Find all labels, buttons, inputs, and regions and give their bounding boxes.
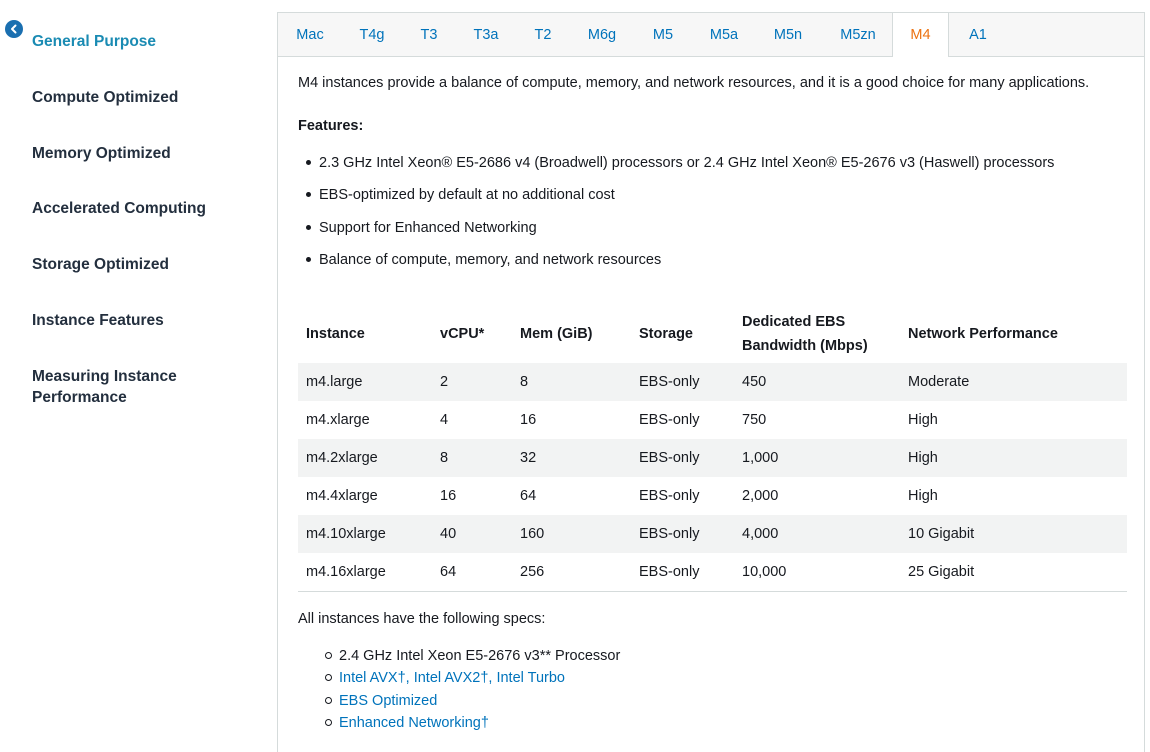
circle-bullet-icon xyxy=(325,652,332,659)
cell-ebs: 10,000 xyxy=(734,553,900,592)
tab-m5[interactable]: M5 xyxy=(652,27,674,43)
sidebar-item-general-purpose[interactable]: General Purpose xyxy=(32,33,157,50)
cell-ebs: 750 xyxy=(742,412,767,428)
column-header-network: Network Performance xyxy=(908,325,1058,342)
table-row xyxy=(298,363,1127,402)
tab-m5zn[interactable]: M5zn xyxy=(840,27,876,43)
circle-bullet-icon xyxy=(325,697,332,704)
spec-list-item xyxy=(325,670,565,686)
cell-network: High xyxy=(908,488,938,504)
cell-instance: m4.large xyxy=(298,363,432,402)
bullet-icon xyxy=(306,225,311,230)
bullet-icon xyxy=(306,160,311,165)
cell-network: High xyxy=(900,439,1127,477)
cell-network: 25 Gigabit xyxy=(900,553,1127,592)
column-header-instance: Instance xyxy=(306,325,365,342)
feature-item xyxy=(306,155,1054,171)
sidebar-item-memory-optimized[interactable]: Memory Optimized xyxy=(32,145,171,162)
cell-storage: EBS-only xyxy=(639,412,700,428)
chevron-left-icon[interactable] xyxy=(5,20,23,38)
tab-bar xyxy=(278,13,1144,57)
cell-instance: m4.10xlarge xyxy=(298,515,432,553)
cell-storage: EBS-only xyxy=(639,488,700,504)
column-header-storage: Storage xyxy=(639,325,693,342)
sidebar-item-instance-features[interactable]: Instance Features xyxy=(32,312,164,329)
intel-avx-link[interactable]: Intel AVX†, Intel AVX2†, Intel Turbo xyxy=(339,670,565,686)
tab-t3[interactable]: T3 xyxy=(420,27,438,43)
spec-text: 2.4 GHz Intel Xeon E5-2676 v3** Processor xyxy=(339,648,621,664)
tab-m4[interactable]: M4 xyxy=(892,13,949,57)
bullet-icon xyxy=(306,257,311,262)
bullet-icon xyxy=(306,192,311,197)
tab-m5a[interactable]: M5a xyxy=(709,27,739,43)
table-header-row xyxy=(298,305,1127,363)
cell-instance: m4.2xlarge xyxy=(298,439,432,477)
sidebar-item-storage-optimized[interactable]: Storage Optimized xyxy=(32,256,169,273)
feature-text: Balance of compute, memory, and network resources xyxy=(319,252,662,268)
column-header-vcpu: vCPU* xyxy=(440,325,485,342)
cell-network: High xyxy=(908,412,938,428)
feature-item xyxy=(306,252,661,268)
cell-vcpu: 40 xyxy=(432,515,512,553)
features-heading: Features: xyxy=(298,118,364,134)
table-row xyxy=(298,439,1127,477)
cell-network: 10 Gigabit xyxy=(900,515,1127,553)
table-row xyxy=(298,401,1127,439)
cell-mem: 64 xyxy=(520,488,537,504)
cell-ebs: 4,000 xyxy=(734,515,900,553)
cell-ebs: 2,000 xyxy=(742,488,779,504)
spec-list-item xyxy=(325,648,620,664)
cell-ebs: 1,000 xyxy=(734,439,900,477)
cell-vcpu: 4 xyxy=(440,412,449,428)
tab-mac[interactable]: Mac xyxy=(296,27,324,43)
sidebar-item-compute-optimized[interactable]: Compute Optimized xyxy=(32,89,179,106)
cell-mem: 160 xyxy=(512,515,631,553)
cell-instance: m4.4xlarge xyxy=(306,488,378,504)
cell-instance: m4.xlarge xyxy=(306,412,370,428)
enhanced-networking-link[interactable]: Enhanced Networking† xyxy=(339,715,489,731)
feature-item xyxy=(306,187,615,203)
ebs-optimized-link[interactable]: EBS Optimized xyxy=(339,693,438,709)
cell-network: Moderate xyxy=(900,363,1127,402)
sidebar-item-measuring-instance-performance[interactable]: Measuring Instance Performance xyxy=(32,368,177,406)
column-header-ebs-bandwidth: Dedicated EBS Bandwidth (Mbps) xyxy=(742,313,868,354)
circle-bullet-icon xyxy=(325,674,332,681)
all-specs-heading: All instances have the following specs: xyxy=(298,611,546,627)
intro-text: M4 instances provide a balance of compute, memory, and network resources, and it is a good choice for many applications. xyxy=(298,75,1090,91)
tab-m5n[interactable]: M5n xyxy=(773,27,803,43)
cell-storage: EBS-only xyxy=(631,439,734,477)
table-row xyxy=(298,553,1127,592)
feature-item xyxy=(306,220,537,236)
sidebar-item-accelerated-computing[interactable]: Accelerated Computing xyxy=(32,200,206,217)
tab-t4g[interactable]: T4g xyxy=(359,27,385,43)
instance-type-panel xyxy=(277,12,1145,752)
tab-t2[interactable]: T2 xyxy=(534,27,552,43)
feature-text: EBS-optimized by default at no additional cost xyxy=(319,187,615,203)
cell-mem: 16 xyxy=(520,412,537,428)
cell-storage: EBS-only xyxy=(631,553,734,592)
spec-list-item xyxy=(325,715,489,731)
cell-storage: EBS-only xyxy=(631,363,734,402)
cell-ebs: 450 xyxy=(734,363,900,402)
tab-a1[interactable]: A1 xyxy=(969,27,987,43)
cell-mem: 256 xyxy=(512,553,631,592)
cell-vcpu: 16 xyxy=(440,488,457,504)
cell-mem: 32 xyxy=(512,439,631,477)
spec-list-item xyxy=(325,693,437,709)
cell-vcpu: 2 xyxy=(432,363,512,402)
cell-mem: 8 xyxy=(512,363,631,402)
feature-text: Support for Enhanced Networking xyxy=(319,220,537,236)
column-header-mem: Mem (GiB) xyxy=(520,325,593,342)
cell-instance: m4.16xlarge xyxy=(298,553,432,592)
instance-specs-table xyxy=(298,305,1127,592)
cell-vcpu: 64 xyxy=(432,553,512,592)
feature-text: 2.3 GHz Intel Xeon® E5-2686 v4 (Broadwell) processors or 2.4 GHz Intel Xeon® E5-2676 v3 (Haswell) processors xyxy=(319,155,1055,171)
circle-bullet-icon xyxy=(325,719,332,726)
sidebar xyxy=(0,0,270,737)
table-row xyxy=(298,477,1127,515)
cell-storage: EBS-only xyxy=(631,515,734,553)
cell-vcpu: 8 xyxy=(432,439,512,477)
tab-t3a[interactable]: T3a xyxy=(473,27,499,43)
tab-m6g[interactable]: M6g xyxy=(587,27,617,43)
table-row xyxy=(298,515,1127,553)
